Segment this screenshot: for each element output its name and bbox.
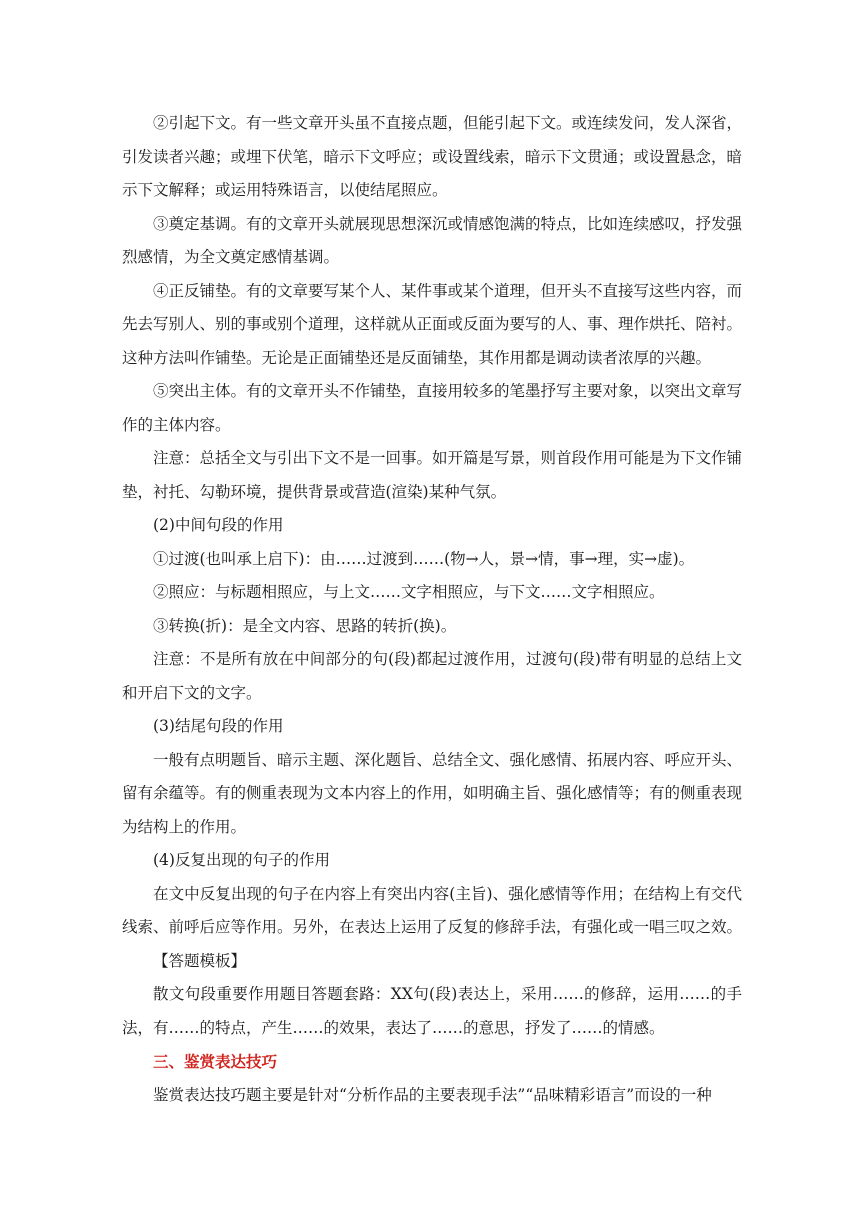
document-body — [122, 107, 742, 1112]
subheading: (2)中间句段的作用 — [153, 516, 284, 534]
paragraph: ①过渡(也叫承上启下)：由……过渡到……(物→人，景→情，事→理，实→虚)。 — [153, 549, 695, 568]
paragraph: 在文中反复出现的句子在内容上有突出内容(主旨)、强化感情等作用；在结构上有交代线索、前呼后应等作用。另外，在表达上运用了反复的修辞手法，有强化或一唱三叹之效。 — [122, 884, 743, 936]
paragraph: ③转换(折)：是全文内容、思路的转折(换)。 — [153, 616, 457, 635]
template-heading: 【答题模板】 — [153, 951, 247, 970]
section-heading: 三、鉴赏表达技巧 — [153, 1052, 278, 1071]
subheading: (3)结尾句段的作用 — [153, 717, 284, 735]
paragraph: ④正反铺垫。有的文章要写某个人、某件事或某个道理，但开头不直接写这些内容，而先去写别人、别的事或别个道理，这样就从正面或反面为要写的人、事、理作烘托、陪衬。这种方法叫作铺垫。无论是正面铺垫还是反面铺垫，其作用都是调动读者浓厚的兴趣。 — [122, 281, 743, 367]
paragraph: 鉴赏表达技巧题主要是针对“分析作品的主要表现手法”“品味精彩语言”而设的一种 — [153, 1085, 712, 1104]
note-paragraph: 注意：总括全文与引出下文不是一回事。如开篇是写景，则首段作用可能是为下文作铺垫，衬托、勾勒环境，提供背景或营造(渲染)某种气氛。 — [122, 449, 743, 501]
paragraph: ②引起下文。有一些文章开头虽不直接点题，但能引起下文。或连续发问，发人深省，引发读者兴趣；或埋下伏笔，暗示下文呼应；或设置线索，暗示下文贯通；或设置悬念，暗示下文解释；或运用特殊语言，以使结尾照应。 — [122, 114, 743, 199]
subheading: (4)反复出现的句子的作用 — [153, 851, 330, 869]
paragraph: 散文句段重要作用题目答题套路：XX句(段)表达上，采用……的修辞，运用……的手法，有……的特点，产生……的效果，表达了……的意思，抒发了……的情感。 — [122, 985, 742, 1037]
note-paragraph: 注意：不是所有放在中间部分的句(段)都起过渡作用，过渡句(段)带有明显的总结上文和开启下文的文字。 — [122, 650, 742, 702]
paragraph: ③奠定基调。有的文章开头就展现思想深沉或情感饱满的特点，比如连续感叹，抒发强烈感情，为全文奠定感情基调。 — [122, 214, 743, 266]
paragraph: ②照应：与标题相照应，与上文……文字相照应，与下文……文字相照应。 — [153, 583, 665, 601]
paragraph: 一般有点明题旨、暗示主题、深化题旨、总结全文、强化感情、拓展内容、呼应开头、留有余蕴等。有的侧重表现为文本内容上的作用，如明确主旨、强化感情等；有的侧重表现为结构上的作用。 — [122, 750, 743, 836]
paragraph: ⑤突出主体。有的文章开头不作铺垫，直接用较多的笔墨抒写主要对象，以突出文章写作的主体内容。 — [122, 382, 743, 434]
